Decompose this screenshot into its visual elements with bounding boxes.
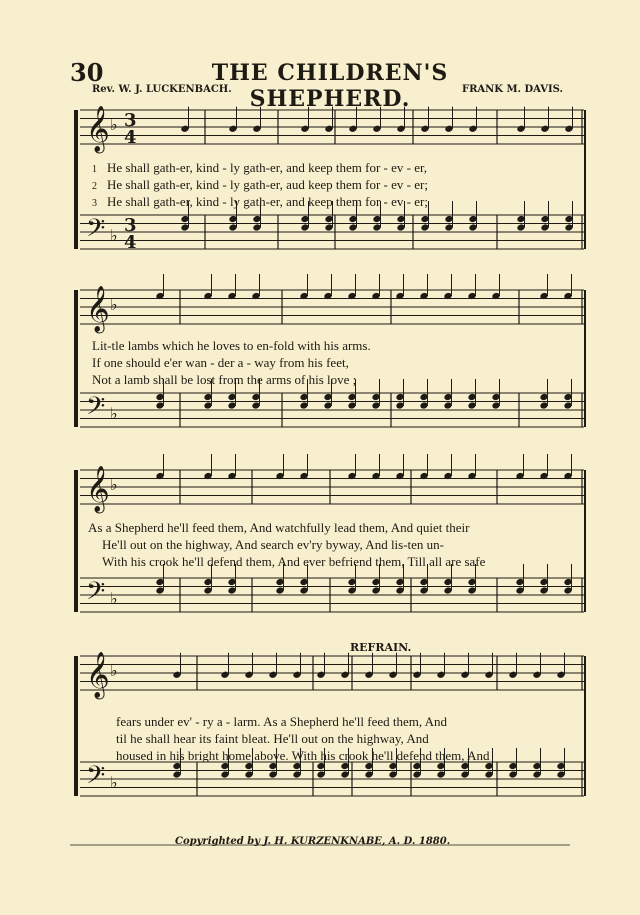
flat-key-signature: ♭	[110, 661, 118, 680]
page-number: 30	[70, 58, 104, 87]
flat-key-signature: ♭	[110, 115, 118, 134]
lyric-line: He'll out on the highway, And search ev'ry byway, And lis-ten un-	[102, 537, 445, 552]
flat-key-signature: ♭	[110, 404, 118, 423]
lyric-line: 1 He shall gath-er, kind - ly gath-er, and keep them for - ev - er,	[92, 160, 428, 175]
bass-clef: 𝄢	[86, 577, 106, 612]
flat-key-signature: ♭	[110, 589, 118, 608]
lyric-line: Lit-tle lambs which he loves to en-fold with his arms.	[92, 338, 371, 353]
hymn-title: THE CHILDREN'S SHEPHERD.	[211, 60, 449, 112]
composer-credit: FRANK M. DAVIS.	[462, 84, 564, 95]
treble-clef: 𝄞	[86, 106, 110, 152]
lyric-line: With his crook he'll defend them, And ever befriend them, Till all are safe	[102, 554, 486, 569]
lyricist-credit: Rev. W. J. LUCKENBACH.	[92, 84, 232, 95]
lyric-line: If one should e'er wan - der a - way from his feet,	[92, 355, 349, 370]
bass-clef: 𝄢	[86, 392, 106, 427]
lyric-line: 2 He shall gath-er, kind - ly gath-er, aud keep them for - ev - er;	[92, 177, 428, 192]
flat-key-signature: ♭	[110, 475, 118, 494]
time-signature: 4	[124, 127, 137, 148]
lyric-line: housed in his bright home above. With his crook he'll defend them, And	[116, 748, 490, 763]
treble-clef: 𝄞	[86, 466, 110, 512]
time-signature: 3	[124, 215, 137, 236]
refrain-label: REFRAIN.	[350, 641, 412, 654]
time-signature: 3	[124, 110, 137, 131]
lyric-line: Not a lamb shall be lost from the arms of his love ;	[92, 372, 357, 387]
flat-key-signature: ♭	[110, 226, 118, 245]
lyric-line: 3 He shall gath-er, kind - ly gath-er, and keep them for - ev - er;	[92, 194, 428, 209]
lyric-line: As a Shepherd he'll feed them, And watchfully lead them, And quiet their	[88, 520, 470, 535]
copyright-notice: Copyrighted by J. H. KURZENKNABE, A. D. 1880.	[175, 836, 451, 847]
bass-clef: 𝄢	[86, 214, 106, 249]
treble-clef: 𝄞	[86, 652, 110, 698]
treble-clef: 𝄞	[86, 286, 110, 332]
flat-key-signature: ♭	[110, 773, 118, 792]
lyric-line: fears under ev' - ry a - larm. As a Shepherd he'll feed them, And	[116, 714, 448, 729]
time-signature: 4	[124, 232, 137, 253]
bass-clef: 𝄢	[86, 761, 106, 796]
lyric-line: til he shall hear its faint bleat. He'll out on the highway, And	[116, 731, 429, 746]
flat-key-signature: ♭	[110, 295, 118, 314]
